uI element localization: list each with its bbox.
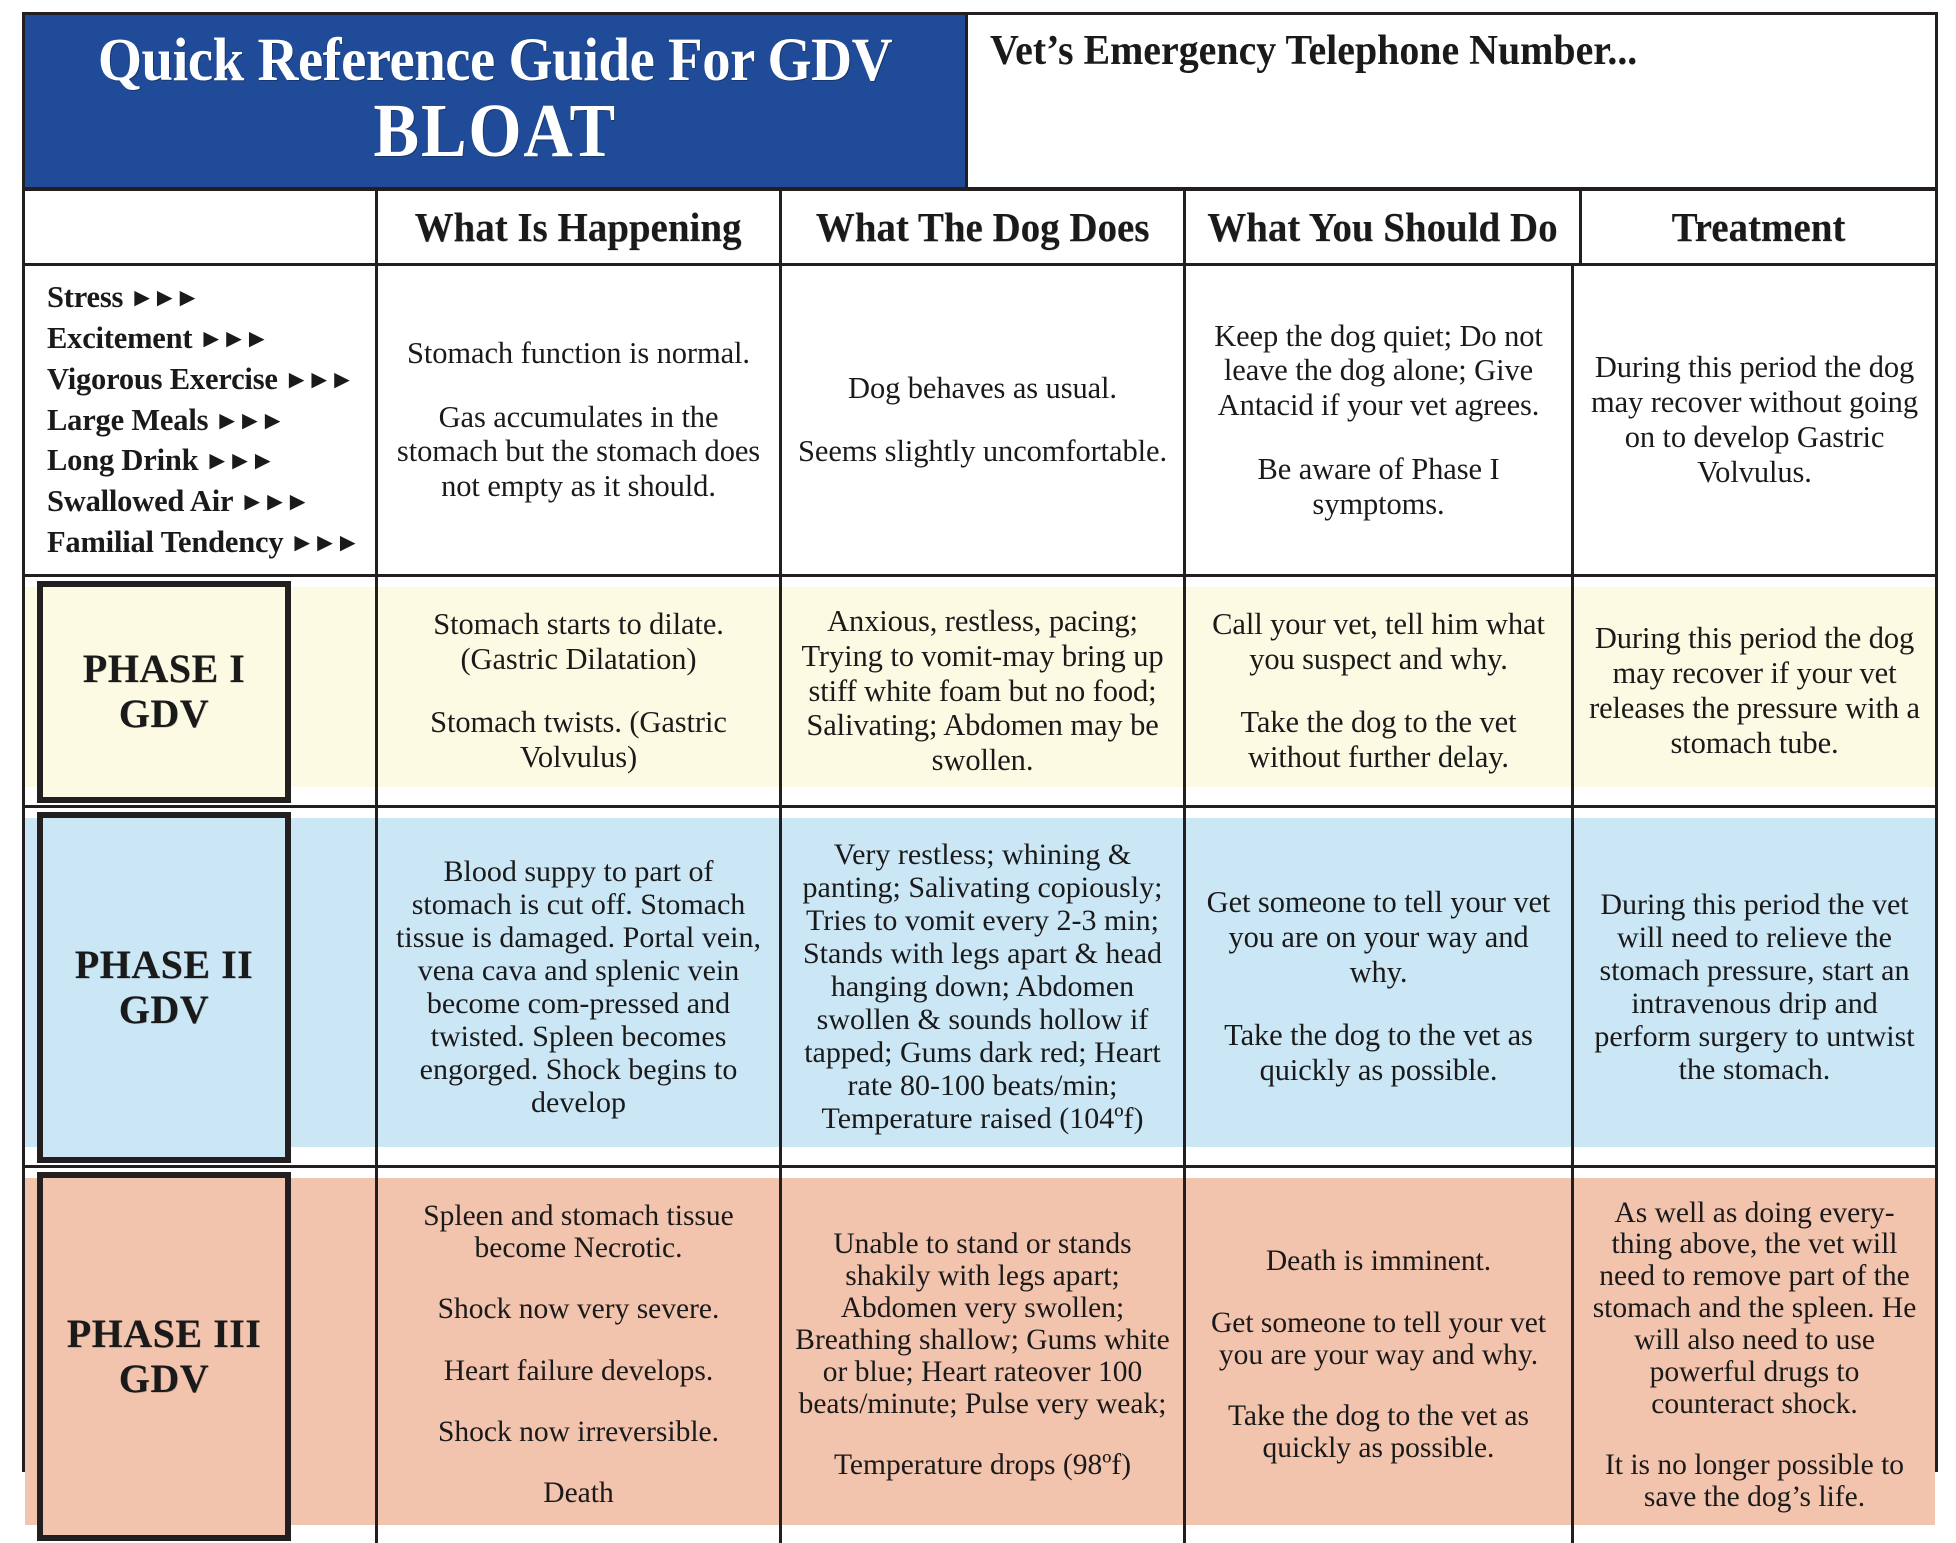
cell-paragraph: Heart failure develops. xyxy=(443,1354,714,1387)
cell-paragraph: Call your vet, tell him what you suspect and why. xyxy=(1212,606,1545,676)
cell-paragraph: Get someone to tell your vet you are on your way and why. xyxy=(1206,885,1551,989)
cell-text xyxy=(794,371,1171,470)
cell-paragraph: Very restless; whining & panting; Salivating copiously; Tries to vomit every 2-3 min; Stands with legs apart & head hanging down; Abdomen swollen & sounds hollow if tapped; Gums dark red; Heart rate 80-100 beats/min; Temperature raised (104ºf) xyxy=(802,838,1163,1135)
risk-factor-label: Familial Tendency xyxy=(47,525,284,560)
phase-badge-phase-2 xyxy=(37,812,291,1163)
risk-factor-list xyxy=(37,277,363,563)
table-row xyxy=(25,266,1935,577)
cell-paragraph: Shock now very severe. xyxy=(437,1293,720,1326)
risk-factor-label: Vigorous Exercise xyxy=(47,361,278,396)
page-title: Quick Reference Guide For GDV xyxy=(97,26,893,94)
cell-paragraph: During this period the dog may recover if your vet releases the pressure with a stomach tube. xyxy=(1589,621,1920,760)
cell-paragraph: Take the dog to the vet as quickly as possible. xyxy=(1227,1400,1530,1464)
cell-text xyxy=(1198,885,1559,1088)
cell-paragraph: Stomach twists. (Gastric Volvulus) xyxy=(430,705,727,775)
cell-treatment xyxy=(1571,266,1935,574)
phase-badge-label: PHASE III GDV xyxy=(66,1310,262,1401)
risk-factor-item xyxy=(47,522,363,563)
cell-text xyxy=(1586,1168,1923,1543)
column-header-phase xyxy=(25,191,375,263)
cell-what-you-should-do xyxy=(1183,808,1571,1165)
cell-text xyxy=(390,1172,767,1540)
risk-factor-label: Swallowed Air xyxy=(47,484,234,519)
triangle-arrows-icon: ►►► xyxy=(198,323,267,353)
risk-factor-item xyxy=(47,277,363,318)
cell-text xyxy=(1586,858,1923,1116)
cell-what-is-happening xyxy=(375,808,779,1165)
table-row xyxy=(25,1168,1935,1543)
cell-text xyxy=(390,607,767,775)
title-banner xyxy=(25,15,965,187)
phase-label-cell xyxy=(25,577,375,805)
cell-what-the-dog-does xyxy=(779,266,1183,574)
cell-what-you-should-do xyxy=(1183,266,1571,574)
cell-paragraph: Be aware of Phase I symptoms. xyxy=(1257,451,1500,521)
cell-text xyxy=(1198,607,1559,775)
table-row xyxy=(25,577,1935,808)
cell-treatment xyxy=(1571,577,1935,805)
phase-label-cell xyxy=(25,808,375,1165)
cell-text xyxy=(794,808,1171,1165)
risk-factor-item xyxy=(47,400,363,441)
cell-paragraph: As well as doing every-thing above, the vet will need to remove part of the stomach and the spleen. He will also need to use powerful drugs to counteract shock. xyxy=(1592,1196,1917,1420)
risk-factor-item xyxy=(47,440,363,481)
cell-paragraph: Temperature drops (98ºf) xyxy=(833,1449,1132,1482)
banner-row xyxy=(25,15,1935,191)
triangle-arrows-icon: ►►► xyxy=(283,364,352,394)
phase-badge-label: PHASE II GDV xyxy=(74,941,254,1032)
cell-what-is-happening xyxy=(375,266,779,574)
triangle-arrows-icon: ►►► xyxy=(129,282,198,312)
cell-paragraph: Seems slightly uncomfortable. xyxy=(798,434,1167,469)
risk-factors-cell xyxy=(25,266,375,574)
risk-factor-label: Large Meals xyxy=(47,402,209,437)
phase-label-cell xyxy=(25,1168,375,1543)
cell-paragraph: Stomach function is normal. xyxy=(407,335,750,370)
cell-paragraph: Gas accumulates in the stomach but the stomach does not empty as it should. xyxy=(396,399,761,504)
cell-what-you-should-do xyxy=(1183,577,1571,805)
cell-paragraph: Spleen and stomach tissue become Necrotic. xyxy=(423,1200,734,1264)
column-header-what-the-dog-does: What The Dog Does xyxy=(779,191,1183,263)
triangle-arrows-icon: ►►► xyxy=(289,528,358,558)
cell-what-you-should-do xyxy=(1183,1168,1571,1543)
risk-factor-label: Excitement xyxy=(47,320,193,355)
cell-paragraph: During this period the vet will need to relieve the stomach pressure, start an intravenous drip and perform surgery to untwist the stomach. xyxy=(1594,887,1915,1086)
cell-what-the-dog-does xyxy=(779,577,1183,805)
reference-table xyxy=(22,12,1938,1513)
cell-paragraph: Get someone to tell your vet you are your way and why. xyxy=(1210,1306,1547,1371)
triangle-arrows-icon: ►►► xyxy=(214,405,283,435)
cell-text xyxy=(794,1200,1171,1512)
cell-paragraph: Death is imminent. xyxy=(1265,1245,1492,1278)
cell-paragraph: Blood suppy to part of stomach is cut off. Stomach tissue is damaged. Portal vein, vena cava and splenic vein become com-pressed and twisted. Spleen becomes engorged. Shock begins to develop xyxy=(396,854,761,1119)
cell-paragraph: Dog behaves as usual. xyxy=(848,370,1117,405)
cell-paragraph: Shock now irreversible. xyxy=(438,1415,719,1448)
vet-phone-prompt: Vet’s Emergency Telephone Number... xyxy=(990,28,1638,74)
page-subtitle: BLOAT xyxy=(373,88,617,173)
cell-text xyxy=(1198,319,1559,522)
cell-text xyxy=(1586,350,1923,489)
cell-paragraph: Take the dog to the vet without further delay. xyxy=(1240,705,1517,775)
cell-treatment xyxy=(1571,808,1935,1165)
cell-paragraph: During this period the dog may recover without going on to develop Gastric Volvulus. xyxy=(1591,350,1918,489)
phase-badge-phase-1 xyxy=(37,581,291,803)
risk-factor-label: Stress xyxy=(47,279,124,314)
cell-text xyxy=(794,604,1171,778)
phase-badge-phase-3 xyxy=(37,1172,291,1541)
column-header-row xyxy=(25,191,1935,266)
cell-what-is-happening xyxy=(375,1168,779,1543)
column-header-what-is-happening: What Is Happening xyxy=(375,191,779,263)
table-row xyxy=(25,808,1935,1168)
cell-what-the-dog-does xyxy=(779,1168,1183,1543)
cell-paragraph: Take the dog to the vet as quickly as possible. xyxy=(1224,1018,1533,1088)
cell-text xyxy=(390,336,767,504)
phase-badge-label: PHASE I GDV xyxy=(82,646,246,736)
cell-text xyxy=(1586,621,1923,760)
triangle-arrows-icon: ►►► xyxy=(204,446,273,476)
cell-paragraph: Unable to stand or stands shakily with legs apart; Abdomen very swollen; Breathing shallow; Gums white or blue; Heart rateover 100 beats/minute; Pulse very weak; xyxy=(795,1228,1170,1420)
column-header-what-you-should-do: What You Should Do xyxy=(1183,191,1579,263)
column-header-treatment: Treatment xyxy=(1579,191,1935,263)
cell-paragraph: Death xyxy=(543,1477,614,1510)
cell-paragraph: It is no longer possible to save the dog’s life. xyxy=(1604,1449,1905,1513)
cell-paragraph: Anxious, restless, pacing; Trying to vomit-may bring up stiff white foam but no food; Salivating; Abdomen may be swollen. xyxy=(801,604,1164,778)
risk-factor-item xyxy=(47,318,363,359)
risk-factor-item xyxy=(47,481,363,522)
risk-factor-item xyxy=(47,359,363,400)
risk-factor-label: Long Drink xyxy=(47,443,199,478)
cell-text xyxy=(390,825,767,1149)
triangle-arrows-icon: ►►► xyxy=(239,487,308,517)
cell-treatment xyxy=(1571,1168,1935,1543)
vet-phone-panel[interactable] xyxy=(965,15,1935,187)
cell-text xyxy=(1198,1217,1559,1494)
cell-what-the-dog-does xyxy=(779,808,1183,1165)
cell-paragraph: Keep the dog quiet; Do not leave the dog alone; Give Antacid if your vet agrees. xyxy=(1214,318,1543,423)
cell-what-is-happening xyxy=(375,577,779,805)
cell-paragraph: Stomach starts to dilate. (Gastric Dilatation) xyxy=(433,606,724,676)
